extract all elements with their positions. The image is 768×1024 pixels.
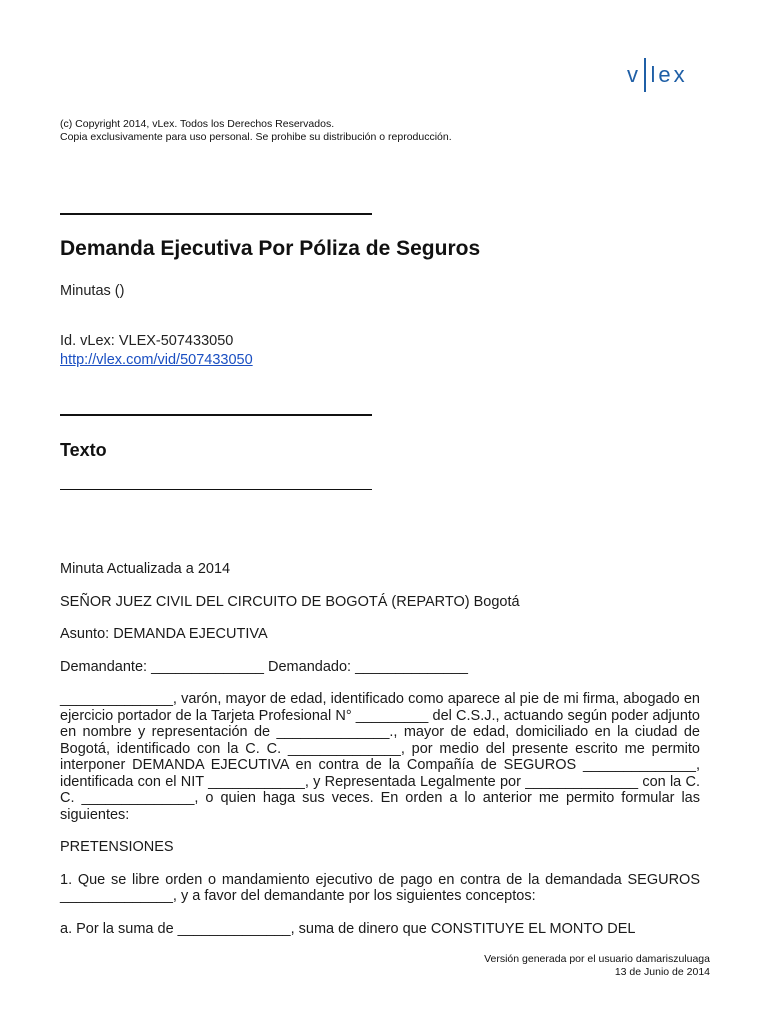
body-paragraph: ______________, varón, mayor de edad, identificado como aparece al pie de mi firma, abogado en ejercicio portador de la Tarjeta Profesional N° _________ del C.S.J., actuando según poder adjunto en nombre y representación de ______________., mayor de edad, domiciliado en la ciudad de Bogotá, identificado con la C. C. ______________, por medio del presente escrito me permito interponer DEMANDA EJECUTIVA en contra de la Compañía de SEGUROS ______________, identificada con el NIT ____________, y Representada Legalmente por ______________ con la C. C. ______________, o quien haga sus veces. En orden a lo anterior me permito formular las siguientes: (60, 691, 700, 823)
body-paragraph: PRETENSIONES (60, 839, 174, 855)
copyright-notice (60, 118, 452, 144)
document-body (60, 561, 700, 953)
body-paragraph: 1. Que se libre orden o mandamiento ejecutivo de pago en contra de la demandada SEGUROS ______________, y a favor del demandante por los siguientes conceptos: (60, 871, 700, 904)
footer-user-line: Versión generada por el usuario damariszuluaga (484, 953, 710, 965)
body-paragraph: Demandante: ______________ Demandado: ______________ (60, 658, 468, 675)
logo-text-lex: lex (650, 62, 688, 87)
body-paragraph: a. Por la suma de ______________, suma de dinero que CONSTITUYE EL MONTO DEL (60, 920, 636, 937)
document-title: Demanda Ejecutiva Por Póliza de Seguros (60, 237, 481, 260)
page-footer (484, 953, 710, 979)
document-subtitle: Minutas () (60, 283, 125, 299)
body-paragraph: Asunto: DEMANDA EJECUTIVA (60, 626, 268, 642)
logo-text-v: v (627, 62, 641, 87)
footer-date-line: 13 de Junio de 2014 (614, 966, 710, 978)
vlex-id: Id. vLex: VLEX-507433050 (60, 333, 234, 349)
section-heading: Texto (60, 440, 107, 460)
body-paragraph: Minuta Actualizada a 2014 (60, 561, 231, 577)
document-url-link[interactable]: http://vlex.com/vid/507433050 (60, 352, 253, 368)
body-paragraph: SEÑOR JUEZ CIVIL DEL CIRCUITO DE BOGOTÁ (REPARTO) Bogotá (60, 593, 520, 610)
copyright-line-1: (c) Copyright 2014, vLex. Todos los Derechos Reservados. (60, 118, 335, 130)
copyright-line-2: Copia exclusivamente para uso personal. Se prohibe su distribución o reproducción. (60, 131, 452, 143)
title-top-divider (60, 213, 372, 215)
section-top-divider (60, 414, 372, 416)
section-bottom-divider (60, 489, 372, 490)
vlex-logo (627, 58, 688, 92)
logo-divider (644, 58, 646, 92)
